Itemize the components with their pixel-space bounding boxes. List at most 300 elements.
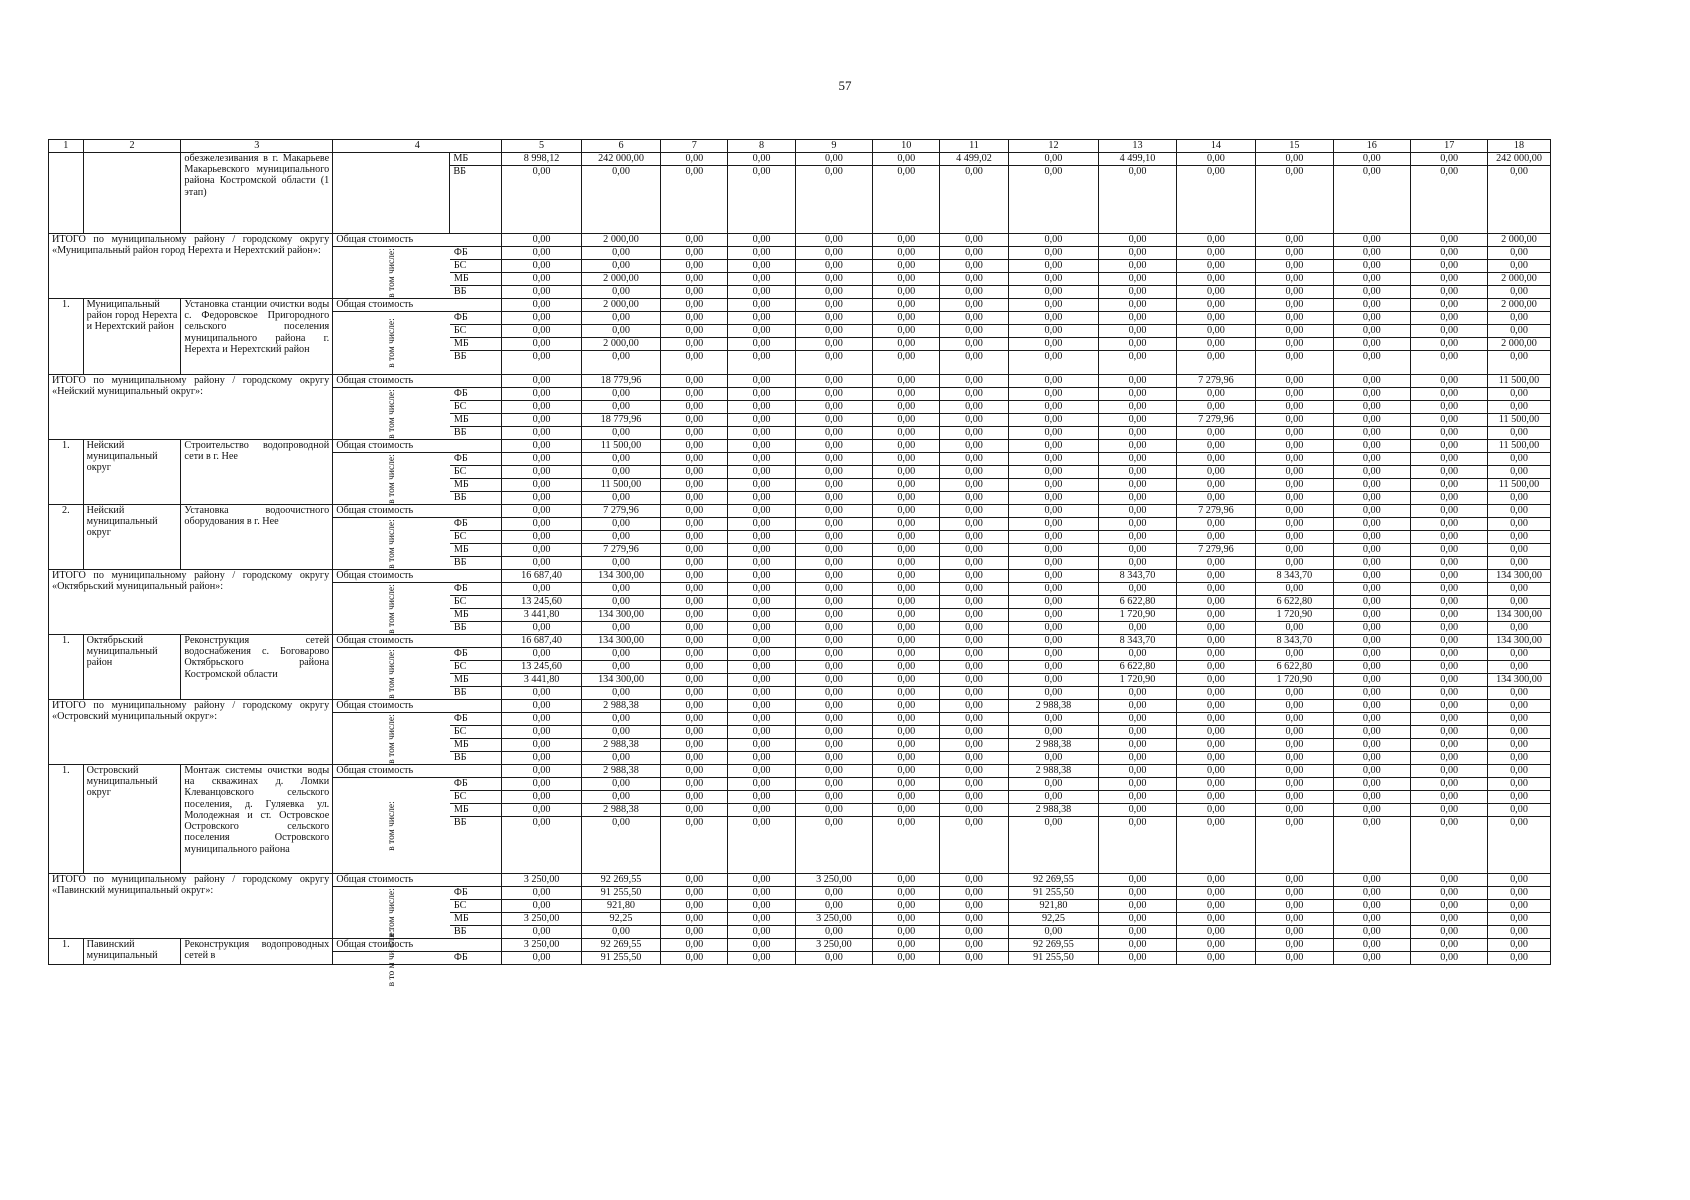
value-cell: 0,00 [873,635,940,648]
value-cell: 0,00 [728,531,795,544]
funding-source: МБ [450,414,502,427]
value-cell: 0,00 [1256,401,1333,414]
value-cell: 0,00 [1411,791,1488,804]
value-cell: 0,00 [661,648,728,661]
value-cell: 0,00 [728,338,795,351]
measure-description: Установка водоочистного оборудования в г. Нее [181,505,333,570]
value-cell: 0,00 [1099,453,1176,466]
value-cell: 134 300,00 [581,674,660,687]
value-cell: 0,00 [795,687,872,700]
value-cell: 0,00 [1099,479,1176,492]
value-cell: 0,00 [1488,427,1550,440]
value-cell: 0,00 [795,401,872,414]
subtotal-row [49,874,1620,887]
value-cell: 0,00 [1008,375,1099,388]
value-cell: 0,00 [728,622,795,635]
value-cell: 0,00 [581,247,660,260]
value-cell: 0,00 [1411,427,1488,440]
value-cell: 0,00 [1333,299,1410,312]
value-cell: 0,00 [1333,752,1410,765]
value-cell: 0,00 [1256,817,1333,874]
value-cell: 0,00 [728,874,795,887]
value-cell: 0,00 [1099,351,1176,375]
value-cell: 0,00 [1333,583,1410,596]
funding-source: ВБ [450,557,502,570]
value-cell: 0,00 [1333,505,1410,518]
value-cell: 7 279,96 [581,505,660,518]
funding-source: ФБ [450,583,502,596]
value-cell: 0,00 [940,260,1008,273]
funding-source: МБ [450,479,502,492]
funding-source: ВБ [450,166,502,234]
value-cell: 0,00 [1099,778,1176,791]
value-cell: 0,00 [873,887,940,900]
value-cell: 0,00 [1333,926,1410,939]
value-cell: 0,00 [795,338,872,351]
value-cell: 0,00 [728,661,795,674]
value-cell: 0,00 [795,739,872,752]
value-cell: 0,00 [1176,791,1255,804]
value-cell: 0,00 [502,505,581,518]
including-label-cell [333,583,450,635]
value-cell: 16 687,40 [502,635,581,648]
value-cell: 2 988,38 [1008,739,1099,752]
value-cell: 0,00 [940,622,1008,635]
value-cell: 0,00 [1256,726,1333,739]
value-cell: 3 250,00 [795,874,872,887]
column-header: 10 [873,140,940,153]
value-cell: 0,00 [940,466,1008,479]
value-cell: 92 269,55 [1008,874,1099,887]
value-cell: 0,00 [728,401,795,414]
value-cell: 0,00 [728,440,795,453]
value-cell: 0,00 [1256,739,1333,752]
value-cell: 0,00 [1176,453,1255,466]
value-cell: 0,00 [1411,939,1488,952]
value-cell: 0,00 [1411,687,1488,700]
value-cell: 0,00 [1008,427,1099,440]
value-cell: 0,00 [728,752,795,765]
value-cell: 0,00 [795,765,872,778]
value-cell: 0,00 [940,726,1008,739]
value-cell: 0,00 [1008,817,1099,874]
value-cell: 0,00 [1488,453,1550,466]
value-cell: 0,00 [1256,887,1333,900]
value-cell: 0,00 [728,492,795,505]
value-cell: 0,00 [1333,791,1410,804]
value-cell: 0,00 [581,492,660,505]
value-cell: 0,00 [661,325,728,338]
value-cell: 0,00 [1099,166,1176,234]
value-cell: 0,00 [1008,247,1099,260]
value-cell: 0,00 [1488,492,1550,505]
value-cell: 0,00 [1176,622,1255,635]
value-cell: 0,00 [1488,926,1550,939]
value-cell: 2 000,00 [1488,234,1550,247]
value-cell: 0,00 [728,325,795,338]
value-cell: 0,00 [940,166,1008,234]
value-cell: 0,00 [1488,752,1550,765]
table-row [49,153,1620,166]
value-cell: 0,00 [940,596,1008,609]
value-cell: 0,00 [873,900,940,913]
value-cell: 0,00 [1099,939,1176,952]
value-cell: 0,00 [795,900,872,913]
value-cell: 0,00 [1333,479,1410,492]
value-cell: 2 000,00 [581,273,660,286]
value-cell: 0,00 [661,726,728,739]
value-cell: 0,00 [1176,273,1255,286]
value-cell: 0,00 [940,900,1008,913]
value-cell: 0,00 [1099,817,1176,874]
value-cell: 0,00 [1099,900,1176,913]
value-cell: 0,00 [1176,874,1255,887]
value-cell: 0,00 [1176,440,1255,453]
value-cell: 0,00 [1333,900,1410,913]
column-header: 7 [661,140,728,153]
value-cell: 0,00 [1176,234,1255,247]
value-cell: 0,00 [1176,726,1255,739]
value-cell: 0,00 [1099,286,1176,299]
value-cell: 0,00 [1333,874,1410,887]
value-cell: 0,00 [940,273,1008,286]
value-cell: 0,00 [873,765,940,778]
value-cell: 0,00 [1256,466,1333,479]
value-cell: 0,00 [728,299,795,312]
value-cell: 0,00 [873,234,940,247]
value-cell: 0,00 [1411,661,1488,674]
value-cell: 0,00 [1256,900,1333,913]
value-cell: 0,00 [1099,312,1176,325]
value-cell: 0,00 [1176,887,1255,900]
value-cell: 0,00 [795,952,872,965]
value-cell: 0,00 [661,440,728,453]
value-cell: 0,00 [940,926,1008,939]
value-cell: 92,25 [581,913,660,926]
value-cell: 11 500,00 [581,479,660,492]
value-cell: 134 300,00 [1488,674,1550,687]
value-cell: 3 250,00 [502,874,581,887]
value-cell: 91 255,50 [581,887,660,900]
value-cell: 0,00 [795,661,872,674]
value-cell: 0,00 [873,492,940,505]
value-cell: 0,00 [661,557,728,570]
value-cell: 0,00 [1411,286,1488,299]
value-cell: 13 245,60 [502,596,581,609]
value-cell: 0,00 [940,635,1008,648]
value-cell: 0,00 [1488,325,1550,338]
value-cell: 0,00 [502,765,581,778]
value-cell: 0,00 [728,414,795,427]
value-cell: 0,00 [1333,687,1410,700]
value-cell: 0,00 [1333,557,1410,570]
value-cell: 0,00 [502,440,581,453]
value-cell: 0,00 [1099,557,1176,570]
row-number-cell: 1. [49,765,84,874]
value-cell: 7 279,96 [1176,375,1255,388]
value-cell: 0,00 [873,286,940,299]
value-cell: 0,00 [940,804,1008,817]
value-cell: 0,00 [661,791,728,804]
value-cell: 2 988,38 [1008,804,1099,817]
value-cell: 0,00 [1008,466,1099,479]
value-cell: 0,00 [661,518,728,531]
value-cell: 0,00 [1099,739,1176,752]
funding-source: ФБ [450,952,502,965]
value-cell: 0,00 [940,687,1008,700]
value-cell: 0,00 [795,926,872,939]
value-cell: 0,00 [1256,375,1333,388]
value-cell: 0,00 [1333,778,1410,791]
value-cell: 0,00 [1176,583,1255,596]
value-cell: 0,00 [795,325,872,338]
value-cell: 0,00 [502,583,581,596]
value-cell: 0,00 [661,375,728,388]
value-cell: 0,00 [1176,804,1255,817]
column-header: 8 [728,140,795,153]
value-cell: 0,00 [1488,687,1550,700]
value-cell: 3 441,80 [502,674,581,687]
funding-source: БС [450,791,502,804]
value-cell: 0,00 [1008,518,1099,531]
value-cell: 0,00 [1411,273,1488,286]
measure-description: Реконструкция сетей водоснабжения с. Боговарово Октябрьского района Костромской области [181,635,333,700]
value-cell: 0,00 [1008,401,1099,414]
value-cell: 0,00 [1411,453,1488,466]
value-cell: 0,00 [1333,166,1410,234]
value-cell: 0,00 [661,700,728,713]
value-cell: 0,00 [728,609,795,622]
project-row [49,765,1620,778]
value-cell: 0,00 [661,778,728,791]
including-label: в том числе: [386,518,397,569]
value-cell: 0,00 [1008,299,1099,312]
value-cell: 0,00 [795,466,872,479]
value-cell: 0,00 [502,622,581,635]
value-cell: 0,00 [661,247,728,260]
value-cell: 0,00 [661,939,728,952]
value-cell: 0,00 [1488,804,1550,817]
value-cell: 921,80 [1008,900,1099,913]
value-cell: 0,00 [728,939,795,952]
value-cell: 0,00 [940,952,1008,965]
value-cell: 0,00 [661,596,728,609]
value-cell: 0,00 [1099,726,1176,739]
value-cell: 0,00 [728,234,795,247]
value-cell: 2 988,38 [581,765,660,778]
value-cell: 0,00 [1256,765,1333,778]
total-cost-label: Общая стоимость [333,299,502,312]
funding-source: БС [450,260,502,273]
value-cell: 0,00 [940,874,1008,887]
value-cell: 0,00 [502,778,581,791]
value-cell: 0,00 [1333,661,1410,674]
value-cell: 0,00 [940,286,1008,299]
value-cell: 0,00 [873,778,940,791]
value-cell: 0,00 [661,299,728,312]
value-cell: 0,00 [873,544,940,557]
value-cell: 0,00 [1333,817,1410,874]
value-cell: 0,00 [581,518,660,531]
value-cell: 0,00 [661,926,728,939]
value-cell: 0,00 [1176,609,1255,622]
value-cell: 0,00 [873,752,940,765]
value-cell: 0,00 [502,388,581,401]
value-cell: 0,00 [1411,338,1488,351]
value-cell: 0,00 [502,427,581,440]
funding-source: ФБ [450,778,502,791]
value-cell: 0,00 [1488,388,1550,401]
value-cell: 0,00 [502,713,581,726]
value-cell: 0,00 [502,401,581,414]
subtotal-label: ИТОГО по муниципальному району / городскому округу «Октябрьский муниципальный район»: [49,570,333,635]
value-cell: 0,00 [661,427,728,440]
value-cell: 0,00 [581,351,660,375]
value-cell: 0,00 [1176,713,1255,726]
value-cell: 0,00 [1333,700,1410,713]
value-cell: 0,00 [661,260,728,273]
value-cell: 0,00 [661,900,728,913]
value-cell: 0,00 [940,570,1008,583]
value-cell: 0,00 [940,505,1008,518]
value-cell: 0,00 [1411,375,1488,388]
value-cell: 0,00 [1411,312,1488,325]
value-cell: 0,00 [1488,166,1550,234]
funding-source: ВБ [450,926,502,939]
value-cell: 0,00 [581,466,660,479]
value-cell: 0,00 [795,635,872,648]
value-cell: 8 343,70 [1099,635,1176,648]
value-cell: 0,00 [873,325,940,338]
value-cell: 0,00 [873,557,940,570]
value-cell: 0,00 [1488,312,1550,325]
funding-source: МБ [450,674,502,687]
value-cell: 0,00 [728,453,795,466]
value-cell: 0,00 [1099,887,1176,900]
value-cell: 0,00 [1488,952,1550,965]
value-cell: 1 720,90 [1256,674,1333,687]
value-cell: 92,25 [1008,913,1099,926]
value-cell: 4 499,10 [1099,153,1176,166]
value-cell: 0,00 [1008,260,1099,273]
funding-source: ВБ [450,752,502,765]
value-cell: 0,00 [502,531,581,544]
value-cell: 0,00 [795,622,872,635]
including-label: в том числе: [386,713,397,764]
value-cell: 0,00 [1488,887,1550,900]
including-label: в том числе: [386,318,397,368]
value-cell: 0,00 [581,401,660,414]
value-cell: 0,00 [661,351,728,375]
value-cell: 0,00 [728,505,795,518]
value-cell: 0,00 [873,338,940,351]
value-cell: 0,00 [581,596,660,609]
value-cell: 0,00 [1488,765,1550,778]
funding-source: ВБ [450,817,502,874]
measure-description: обезжелезивания в г. Макарьеве Макарьевского муниципального района Костромской области (1 этап) [181,153,333,234]
value-cell: 16 687,40 [502,570,581,583]
value-cell: 0,00 [661,687,728,700]
value-cell: 0,00 [1411,351,1488,375]
value-cell: 0,00 [940,375,1008,388]
value-cell: 0,00 [1411,531,1488,544]
value-cell: 0,00 [728,518,795,531]
value-cell: 0,00 [940,338,1008,351]
value-cell: 0,00 [728,804,795,817]
value-cell: 0,00 [795,375,872,388]
value-cell: 0,00 [1411,247,1488,260]
value-cell: 0,00 [661,713,728,726]
value-cell: 0,00 [795,700,872,713]
value-cell: 0,00 [661,752,728,765]
table-body [49,140,1620,987]
including-label-cell [333,648,450,700]
value-cell: 0,00 [1256,234,1333,247]
value-cell: 0,00 [873,713,940,726]
value-cell: 0,00 [1333,492,1410,505]
value-cell: 0,00 [795,648,872,661]
value-cell: 2 988,38 [1008,700,1099,713]
value-cell: 0,00 [795,440,872,453]
value-cell: 0,00 [1176,479,1255,492]
value-cell: 0,00 [1176,286,1255,299]
value-cell: 0,00 [873,583,940,596]
value-cell: 0,00 [1411,635,1488,648]
municipality-cell: Нейский муниципальный округ [83,440,181,505]
value-cell: 134 300,00 [581,609,660,622]
value-cell: 0,00 [661,661,728,674]
value-cell: 0,00 [1333,726,1410,739]
value-cell: 0,00 [1008,926,1099,939]
value-cell: 0,00 [1333,414,1410,427]
value-cell: 0,00 [1008,622,1099,635]
value-cell: 0,00 [502,739,581,752]
value-cell: 0,00 [1099,874,1176,887]
value-cell: 0,00 [502,557,581,570]
value-cell: 0,00 [728,817,795,874]
value-cell: 0,00 [1256,505,1333,518]
value-cell: 134 300,00 [581,635,660,648]
funding-source: МБ [450,739,502,752]
value-cell: 0,00 [581,713,660,726]
value-cell: 2 988,38 [581,804,660,817]
value-cell: 0,00 [873,401,940,414]
subtotal-label: ИТОГО по муниципальному району / городскому округу «Павинский муниципальный округ»: [49,874,333,939]
value-cell: 0,00 [1333,234,1410,247]
value-cell: 0,00 [502,260,581,273]
value-cell: 0,00 [1256,952,1333,965]
project-row [49,505,1620,518]
value-cell: 0,00 [1008,153,1099,166]
total-cost-label: Общая стоимость [333,570,502,583]
value-cell: 0,00 [581,817,660,874]
funding-source: ВБ [450,427,502,440]
value-cell: 0,00 [581,726,660,739]
value-cell: 0,00 [795,557,872,570]
value-cell: 8 343,70 [1099,570,1176,583]
value-cell: 0,00 [795,312,872,325]
value-cell: 0,00 [940,648,1008,661]
value-cell: 134 300,00 [1488,609,1550,622]
value-cell: 0,00 [728,778,795,791]
value-cell: 0,00 [1488,286,1550,299]
value-cell: 134 300,00 [1488,570,1550,583]
value-cell: 0,00 [1008,273,1099,286]
value-cell: 0,00 [1099,913,1176,926]
funding-source: ФБ [450,648,502,661]
value-cell: 0,00 [1488,913,1550,926]
value-cell: 0,00 [873,926,940,939]
